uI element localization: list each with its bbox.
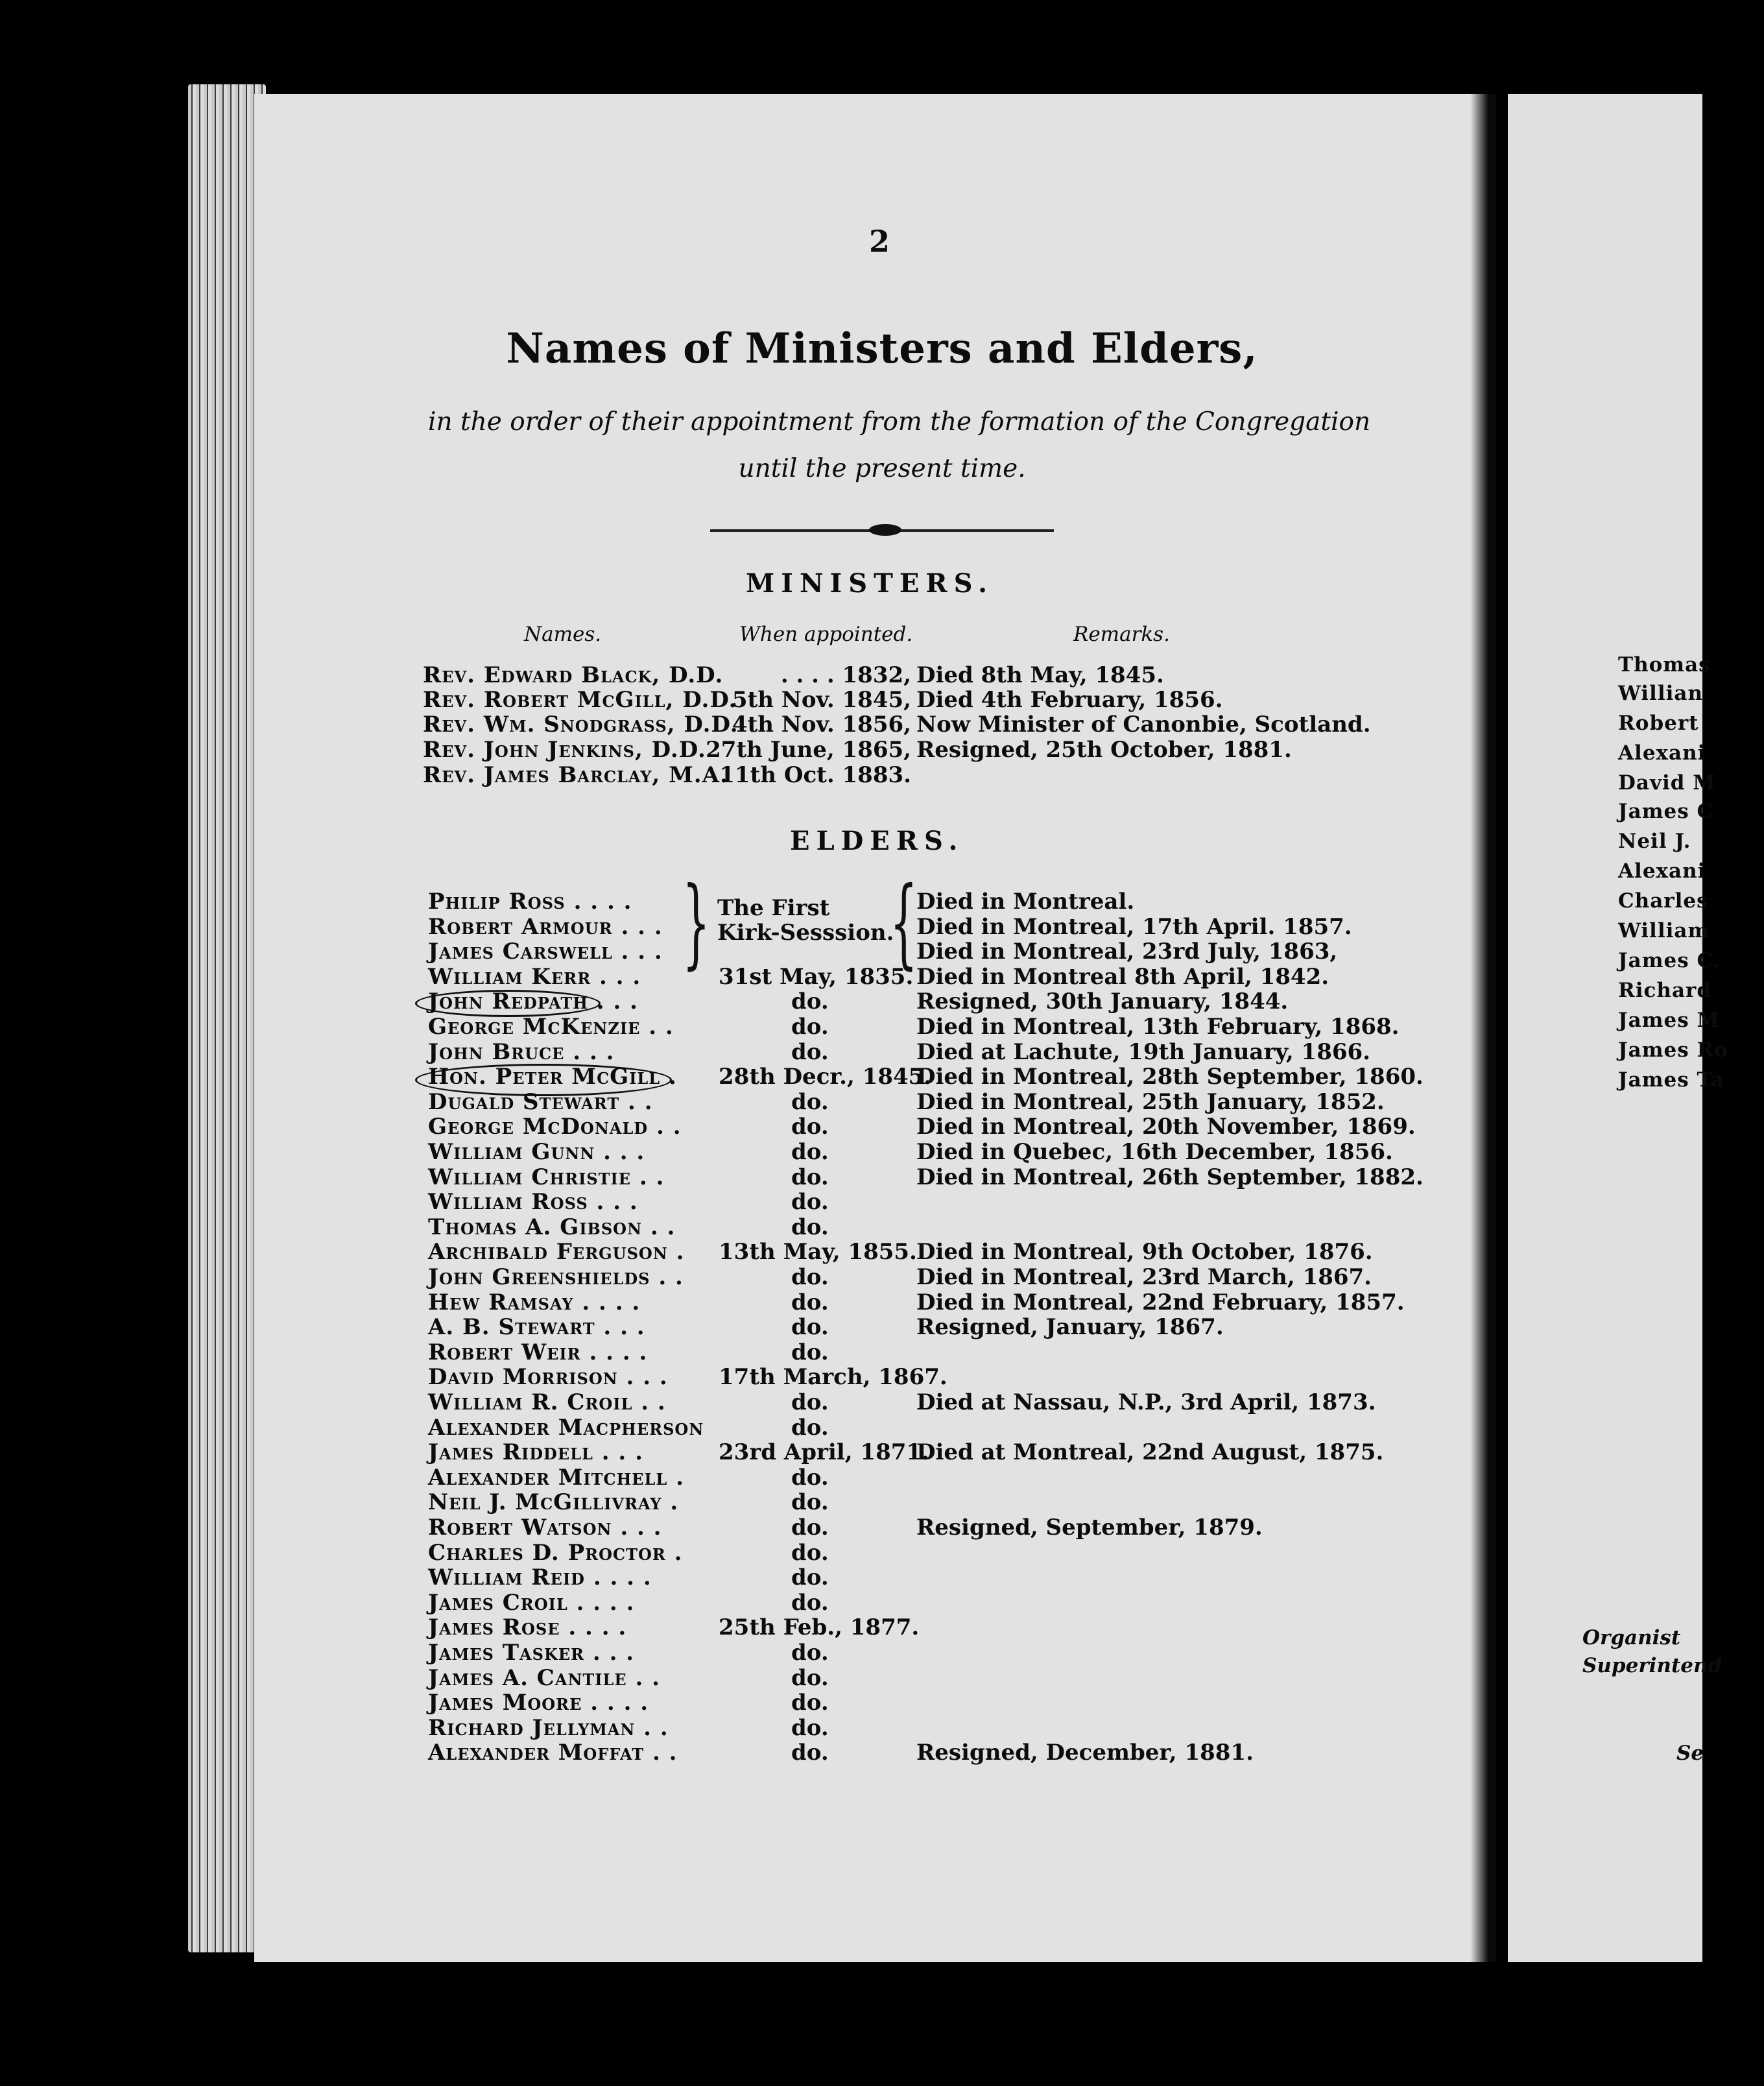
minister-when: 11th Oct. 1883. [719,762,911,788]
elder-name: James Moore . . . . [428,1690,649,1716]
elder-when: do. [791,1289,829,1315]
facing-page-line: David M [1618,771,1716,795]
elder-name: Alexander Moffat . . [428,1740,678,1766]
elder-name: William Gunn . . . [428,1139,645,1165]
elder-name: William R. Croil . . [428,1389,666,1415]
elder-when: do. [791,1189,829,1215]
facing-page-line: James M [1618,1009,1720,1032]
elder-name: Charles D. Proctor . [428,1540,683,1566]
col-remarks-header: Remarks. [1073,623,1170,646]
elder-when: do. [791,1715,829,1741]
elder-name: Thomas A. Gibson . . [428,1214,676,1240]
facing-page-line: James C [1618,800,1714,823]
facing-page-line: Neil J. [1618,830,1691,853]
facing-page-line: Charles [1618,889,1709,913]
elder-when: do. [791,1489,829,1515]
elder-remark: Died in Montreal. [916,889,1135,915]
elder-remark: Died at Montreal, 22nd August, 1875. [916,1439,1384,1465]
minister-when: 27th June, 1865, [706,737,911,763]
minister-remark: Died 8th May, 1845. [916,662,1164,688]
elder-name: Alexander Macpherson [428,1415,704,1441]
elder-when: 13th May, 1855. [719,1239,917,1265]
elder-name: Hew Ramsay . . . . [428,1289,641,1315]
minister-when: . . . . 1832, [780,662,911,688]
elder-when: do. [791,1640,829,1666]
elder-when: do. [791,1339,829,1365]
elder-remark: Died in Montreal 8th April, 1842. [916,964,1329,990]
elder-name: James Riddell . . . [428,1439,643,1465]
elder-name: William Kerr . . . [428,964,641,990]
elder-remark: Resigned, January, 1867. [916,1314,1224,1340]
elder-name: William Christie . . [428,1164,665,1190]
elder-name: John Redpath . . . [428,989,638,1014]
session-brace-left: } [682,867,710,979]
elder-remark: Died in Montreal, 25th January, 1852. [916,1089,1385,1115]
elder-remark: Resigned, December, 1881. [916,1740,1254,1766]
session-brace-right: { [890,867,918,979]
facing-page-line: Alexani [1618,741,1706,765]
elder-name: Philip Ross . . . . [428,889,632,915]
elder-remark: Died in Montreal, 22nd February, 1857. [916,1289,1405,1315]
elder-name: Dugald Stewart . . [428,1089,653,1115]
elder-name: John Greenshields . . [428,1264,684,1290]
elder-name: Neil J. McGillivray . [428,1489,679,1515]
facing-page-superintend: Superintend [1582,1654,1722,1677]
elder-when: do. [791,989,829,1014]
elder-when: 23rd April, 1871. [719,1439,929,1465]
minister-name: Rev. Robert McGill, D.D. [423,687,737,713]
elder-when: 31st May, 1835. [719,964,914,990]
elder-when: do. [791,1314,829,1340]
elder-remark: Died in Montreal, 20th November, 1869. [916,1114,1416,1140]
elder-when: do. [791,1389,829,1415]
facing-page-line: James Ta [1618,1068,1724,1092]
page-title: Names of Ministers and Elders, [506,324,1258,373]
col-names-header: Names. [524,623,602,646]
elder-name: Hon. Peter McGill . [428,1064,677,1090]
subtitle-line-2: until the present time. [738,454,1026,483]
ornamental-rule-center [869,524,901,536]
elder-when: do. [791,1540,829,1566]
elder-when: do. [791,1264,829,1290]
facing-page-se: Se [1676,1742,1704,1765]
facing-page-line: Willian [1618,682,1703,705]
page-number: 2 [869,224,890,259]
elder-remark: Resigned, 30th January, 1844. [916,989,1289,1014]
col-when-header: When appointed. [739,623,913,646]
facing-page-line: William [1618,919,1710,942]
facing-page-line: Thomas [1618,653,1711,677]
elder-when: 25th Feb., 1877. [719,1614,920,1640]
elder-when: 28th Decr., 1845. [719,1064,932,1090]
elder-when: do. [791,1114,829,1140]
elder-remark: Died in Montreal, 17th April. 1857. [916,914,1352,940]
elder-remark: Died in Montreal, 28th September, 1860. [916,1064,1424,1090]
minister-remark: Died 4th February, 1856. [916,687,1223,713]
elder-when: do. [791,1564,829,1590]
elder-when: do. [791,1590,829,1616]
elder-name: James A. Cantile . . [428,1665,661,1691]
elder-name: Richard Jellyman . . [428,1715,669,1741]
elder-name: Archibald Ferguson . [428,1239,685,1265]
elder-when: do. [791,1214,829,1240]
facing-page-line: James Ro [1618,1038,1728,1062]
minister-remark: Resigned, 25th October, 1881. [916,737,1292,763]
torn-edge [1470,94,1496,1962]
elder-name: James Tasker . . . [428,1640,635,1666]
elder-when: do. [791,1515,829,1541]
elder-when: do. [791,1665,829,1691]
first-session-label-2: Kirk-Sesssion. [717,920,894,946]
elder-name: David Morrison . . . [428,1364,668,1390]
minister-name: Rev. John Jenkins, D.D. [423,737,706,763]
elder-remark: Died in Montreal, 26th September, 1882. [916,1164,1424,1190]
elder-when: do. [791,1164,829,1190]
elder-name: Robert Watson . . . [428,1515,662,1541]
elder-when: 17th March, 1867. [719,1364,948,1390]
elder-remark: Died in Montreal, 13th February, 1868. [916,1014,1400,1040]
elder-name: Robert Weir . . . . [428,1339,648,1365]
elder-name: James Rose . . . . [428,1614,627,1640]
facing-page-organist: Organist [1582,1626,1681,1649]
elder-name: George McKenzie . . [428,1014,674,1040]
elder-name: James Carswell . . . [428,939,663,965]
minister-when: 5th Nov. 1845, [732,687,911,713]
elders-heading: ELDERS. [790,826,964,856]
elder-name: Alexander Mitchell . [428,1465,684,1491]
first-session-label-1: The First [717,895,830,921]
minister-name: Rev. Wm. Snodgrass, D.D. [423,712,739,737]
minister-name: Rev. James Barclay, M.A. [423,762,728,788]
facing-page-line: Richard [1618,979,1712,1002]
elder-name: John Bruce . . . [428,1039,615,1065]
minister-remark: Now Minister of Canonbie, Scotland. [916,712,1371,737]
elder-name: A. B. Stewart . . . [428,1314,645,1340]
elder-remark: Died at Lachute, 19th January, 1866. [916,1039,1371,1065]
facing-page-line: Robert [1618,712,1699,735]
elder-when: do. [791,1089,829,1115]
elder-when: do. [791,1139,829,1165]
elder-when: do. [791,1690,829,1716]
elder-when: do. [791,1740,829,1766]
elder-remark: Died in Montreal, 23rd March, 1867. [916,1264,1372,1290]
elder-name: George McDonald . . [428,1114,682,1140]
subtitle-line-1: in the order of their appointment from the formation of the Congregation [428,407,1371,437]
minister-when: 4th Nov. 1856, [732,712,911,737]
ministers-heading: MINISTERS. [746,568,994,599]
elder-name: William Reid . . . . [428,1564,652,1590]
elder-when: do. [791,1465,829,1491]
elder-name: James Croil . . . . [428,1590,635,1616]
elder-when: do. [791,1039,829,1065]
elder-when: do. [791,1415,829,1441]
elder-name: Robert Armour . . . [428,914,663,940]
elder-when: do. [791,1014,829,1040]
elder-remark: Died in Montreal, 23rd July, 1863, [916,939,1338,965]
elder-name: William Ross . . . [428,1189,638,1215]
facing-page-line: James C. [1618,949,1721,972]
facing-page [1508,94,1728,1962]
elder-remark: Died in Montreal, 9th October, 1876. [916,1239,1373,1265]
minister-name: Rev. Edward Black, D.D. [423,662,724,688]
elder-remark: Resigned, September, 1879. [916,1515,1263,1541]
elder-remark: Died at Nassau, N.P., 3rd April, 1873. [916,1389,1376,1415]
facing-page-line: Alexani [1618,859,1706,883]
elder-remark: Died in Quebec, 16th December, 1856. [916,1139,1393,1165]
